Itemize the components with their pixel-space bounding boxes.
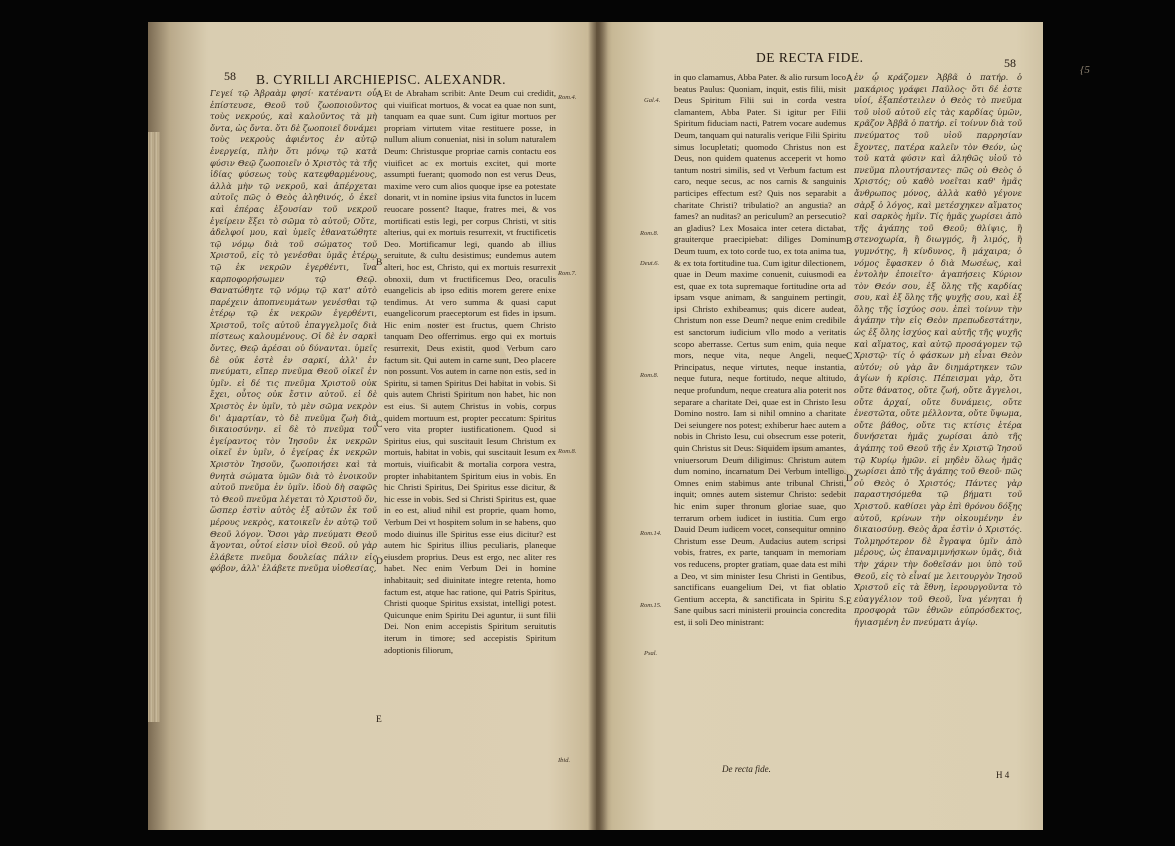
pencil-note: {5	[1080, 64, 1090, 76]
section-letter: C	[376, 420, 383, 430]
section-letter: D	[376, 557, 383, 567]
left-running-head: B. CYRILLI ARCHIEPISC. ALEXANDR.	[256, 72, 507, 87]
catchword: De recta fide.	[722, 764, 771, 774]
signature-mark: H 4	[996, 770, 1010, 780]
margin-note: Rom.7.	[558, 270, 577, 277]
page-edges	[148, 132, 160, 722]
margin-note: Rom.8.	[640, 230, 659, 237]
section-letter: C	[846, 352, 853, 362]
margin-note: Rom.8.	[558, 448, 577, 455]
section-letter: B	[846, 237, 853, 247]
right-page	[596, 22, 1043, 830]
section-letter: D	[846, 474, 853, 484]
right-latin-column: in quo clamamus, Abba Pater. & alio rursum loco beatus Paulus: Quoniam, inquit, estis filii, misit Deus Spiritum Filii sui in corda vestra clamantem, Abba Pater. Si igitur per Filii Spiritum fiduciam nacti, Patrem vocare audemus Deum, tanquam qui naturalis verique Filii Spiritu simus locupletati; quomodo Christus non est Deus, non quidem quatenus acceperit vt homo tantum nostri similis, sed vt Verbum factum est caro, neque secus, ac nos carnis & sanguinis participes effectum est? Quis nos separabit a charitate Christi? tribulatio? an angustia? an fames? an nuditas? an periculum? an persecutio? an gladius? Lex Mosaica inter cetera dictabat, grauiterque praecipiebat: diliges Dominum Deum tuum, ex toto corde tuo, ex tota anima tua, & ex tota fortitudine tua. Cum igitur dilectionem, quae in Deum maxime conuenit, cuiusmodi ea est, quae ex tota supremaque fortitudine orta ad ipsam vsque animam, & sanguinem pertingit, ipsi Christo exhibeamus; quis dicere audeat, Christum non esse Deum? neque enim credibile est sanctorum iudicium vllo modo a veritatis scopo aberrasse. Certus sum enim, quia neque mors, neque vita, neque Angeli, neque Principatus, neque virtutes, neque instantia, neque futura, neque fortitudo, neque altitudo, neque profundum, neque creatura alia poterit nos separare a charitate Dei, quae est in Christo Iesu Domino nostro. Iam si nihil omnino a charitate Dei seiungere nos potest; exhiberur haec autem a nobis in Christo Iesu, cui obsecrum esse poterit, quin Christus sit Deus: Siquidem ipsum amantes, vniuersorum Deum diligimus: Christum autem dum nomino, incarnatum Dei Verbum intelligo. Omnes enim stabimus ante tribunal Christi, inquit; omnes autem sistemur Christo: sedebit hic enim super thronum gloriae suae, quo terrarum orbem iudicet in iustitia. Cum ergo Dauid Deum iudicem vocet, consequitur omnino Christum esse Deum. Audacius autem scripsi vobis, fratres, ex parte, tanquam in memoriam vos reducens, propter gratiam, quae data est mihi a Deo, vt sim minister Iesu Christi in Gentibus, sanctificans euangelium Dei, vt fiat oblatio Gentium accepta, & sanctificata in Spiritu S. Sane quibus sacri ministerii prouincia concredita est, ii soli Deo ministrant:	[674, 72, 846, 627]
margin-note: Rom.14.	[640, 530, 662, 537]
margin-note: Rom.4.	[558, 94, 577, 101]
section-letter: B	[376, 258, 383, 268]
right-page-number: 58	[1004, 56, 1016, 70]
left-page	[148, 22, 600, 830]
margin-note: Rom.8.	[640, 372, 659, 379]
margin-note: Deut.6.	[640, 260, 660, 267]
margin-note: Gal.4.	[644, 97, 661, 104]
right-running-head: DE RECTA FIDE.	[756, 50, 864, 65]
section-letter: A	[376, 90, 383, 100]
open-book	[148, 22, 1043, 830]
margin-note: Rom.15.	[640, 602, 662, 609]
right-greek-column: ἐν ᾧ κράζομεν Ἀββᾶ ὁ πατήρ. ὁ μακάριος γράφει Παῦλος· ὅτι δέ ἐστε υἱοί, ἐξαπέστειλεν ὁ Θεὸς τὸ πνεῦμα τοῦ υἱοῦ αὐτοῦ εἰς τὰς καρδίας ὑμῶν, κρᾶζον Ἀββᾶ ὁ πατήρ. εἰ τοίνυν διὰ τοῦ πνεύματος τοῦ υἱοῦ παρρησίαν ἔχοντες, πατέρα καλεῖν τὸν Θεόν, ὡς τοῦ κατὰ φύσιν καὶ ἀληθῶς υἱοῦ τὸ πνεῦμα πλουτήσαντες· πῶς οὐ Θεὸς ὁ Χριστός; οὐ καθὸ νοεῖται καθ' ἡμᾶς ἄνθρωπος μόνος, ἀλλὰ καθὸ γέγονε σὰρξ ὁ λόγος, καὶ μετέσχηκεν αἵματος καὶ σαρκὸς ἡμῖν. Τίς ἡμᾶς χωρίσει ἀπὸ τῆς ἀγάπης τοῦ Θεοῦ; θλίψις, ἢ στενοχωρία, ἢ διωγμός, ἢ λιμός, ἢ γυμνότης, ἢ κίνδυνος, ἢ μάχαιρα; ὁ νόμος ἔφασκεν ὁ διὰ Μωσέως, καὶ ἐντολὴν ἐποιεῖτο· ἀγαπήσεις Κύριον τὸν Θεόν σου, ἐξ ὅλης τῆς καρδίας σου, καὶ ἐξ ὅλης τῆς ψυχῆς σου, καὶ ἐξ ὅλης τῆς ἰσχύος σου. ἐπεὶ τοίνυν τὴν ἀγάπην τὴν εἰς Θεὸν πρεπωδεστάτην, ὡς ἐξ ὅλης ἰσχύος καὶ αὐτῆς τῆς ψυχῆς καὶ αἵματος, καὶ αὐτῷ προσάγομεν τῷ Χριστῷ· τίς ὁ φάσκων μὴ εἶναι Θεὸν αὐτόν; οὐ γὰρ ἂν διημάρτηκεν τῶν ἁγίων ἡ κρίσις. Πέπεισμαι γὰρ, ὅτι οὔτε θάνατος, οὔτε ζωή, οὔτε ἄγγελοι, οὔτε ἀρχαί, οὔτε δυνάμεις, οὔτε ἐνεστῶτα, οὔτε μέλλοντα, οὔτε ὕψωμα, οὔτε βάθος, οὔτε τις κτίσις ἑτέρα δυνήσεται ἡμᾶς χωρίσαι ἀπὸ τῆς ἀγάπης τοῦ Θεοῦ τῆς ἐν Χριστῷ Ἰησοῦ τῷ Κυρίῳ ἡμῶν. εἰ μηδὲν ὅλως ἡμᾶς χωρίσει ἀπὸ τῆς ἀγάπης τοῦ Θεοῦ· πῶς οὐ Θεὸς ὁ Χριστός; Πάντες γὰρ παραστησόμεθα τῷ βήματι τοῦ Χριστοῦ. καθίσει γὰρ ἐπὶ θρόνου δόξης αὐτοῦ, κρίνων τὴν οἰκουμένην ἐν δικαιοσύνῃ. Θεὸς ἄρα ἐστὶν ὁ Χριστός. Τολμηρότερον δὲ ἔγραψα ὑμῖν ἀπὸ μέρους, ὡς ἐπαναμιμνήσκων ὑμᾶς, διὰ τὴν χάριν τὴν δοθεῖσάν μοι ὑπὸ τοῦ Θεοῦ, εἰς τὸ εἶναί με λειτουργὸν Ἰησοῦ Χριστοῦ εἰς τὰ ἔθνη, ἱερουργοῦντα τὸ εὐαγγέλιον τοῦ Θεοῦ, ἵνα γένηται ἡ προσφορὰ τῶν ἐθνῶν εὐπρόσδεκτος, ἡγιασμένη ἐν πνεύματι ἁγίῳ.	[854, 72, 1022, 627]
section-letter: E	[846, 597, 852, 607]
section-letter: A	[846, 74, 853, 84]
left-greek-column: Γεγεί τῷ Ἀβραὰμ φησί· κατέναντι οὗ ἐπίστευσε, Θεοῦ τοῦ ζωοποιοῦντος τοὺς νεκρούς, καὶ καλοῦντος τὰ μὴ ὄντα, ὡς ὄντα. ὅτι δὲ ζωοποιεῖ δυνάμει τοὺς νεκροὺς ἀφιέντος ἐν αὐτῷ ἐνεργείᾳ, πλὴν ὅτι μόνῳ τῷ κατὰ φύσιν Θεῷ ζωοποιεῖν ὁ Χριστὸς τὰ τῆς ἰδίας φύσεως τοὺς κατεφθαρμένους, ἀλλὰ μὴν τῷ νεκροῦ, καὶ ἀπέρχεται αὐτοῖς πῶς ὁ Θεὸς ἀληθινός, ὁ ἐκεῖ καὶ ἐπέρας ἐξουσίαν τοῦ νεκροῦ ἐγείρειν ἕξει τὸ σῶμα τὸ αὐτοῦ; Οὕτε, ἀδελφοί μου, καὶ ὑμεῖς ἐθανατώθητε τῷ νόμῳ διὰ τοῦ σώματος τοῦ Χριστοῦ, εἰς τὸ γενέσθαι ὑμᾶς ἑτέρῳ τῷ ἐκ νεκρῶν ἐγερθέντι, ἵνα καρποφορήσωμεν τῷ Θεῷ. Θανατώθητε τῷ νόμῳ τῷ κατ' αὐτὸ παρέχειν ἀποπνευμάτων γενέσθαι τῷ ἑτέρῳ τῷ ἐκ νεκρῶν ἐγερθέντι, Χριστοῦ, τοῖς αὐτοῦ ἐπαγγελμοῖς διὰ πίστεως καλουμένους. Οἱ δὲ ἐν σαρκὶ ὄντες, Θεῷ ἀρέσαι οὐ δύνανται. ὑμεῖς δὲ οὐκ ἐστὲ ἐν σαρκί, ἀλλ' ἐν πνεύματι, εἴπερ πνεῦμα Θεοῦ οἰκεῖ ἐν ὑμῖν. εἰ δέ τις πνεῦμα Χριστοῦ οὐκ ἔχει, οὗτος οὐκ ἔστιν αὐτοῦ. εἰ δὲ Χριστὸς ἐν ὑμῖν, τὸ μὲν σῶμα νεκρὸν δι' ἁμαρτίαν, τὸ δὲ πνεῦμα ζωὴ διὰ δικαιοσύνην. εἰ δὲ τὸ πνεῦμα τοῦ ἐγείραντος τὸν Ἰησοῦν ἐκ νεκρῶν οἰκεῖ ἐν ὑμῖν, ὁ ἐγείρας ἐκ νεκρῶν Χριστὸν Ἰησοῦν, ζωοποιήσει καὶ τὰ θνητὰ σώματα ὑμῶν διὰ τὸ ἐνοικοῦν αὐτοῦ πνεῦμα ἐν ὑμῖν. ἰδοὺ δὴ σαφῶς τὸ Θεοῦ πνεῦμα λέγεται τὸ Χριστοῦ ὄν, ὥσπερ ἐστὶν αὐτὸς ἐξ αὐτῶν ἐκ τοῦ μέρους νεκρὸς, κατοικεῖν ἐν αὐτῷ τοῦ Θεοῦ λόγον. Ὅσοι γὰρ πνεύματι Θεοῦ ἄγονται, οὗτοί εἰσιν υἱοὶ Θεοῦ. οὐ γὰρ ἐλάβετε πνεῦμα δουλείας πάλιν εἰς φόβον, ἀλλ' ἐλάβετε πνεῦμα υἱοθεσίας,	[210, 88, 377, 574]
left-latin-column: Et de Abraham scribit: Ante Deum cui credidit, qui viuificat mortuos, & vocat ea quae non sunt, tanquam ea quae sunt. Cum igitur mortuos per propriam virtutem vitae restituere posse, in nullum alium conueniat, nisi in solum naturalem Deum: Christusque propriae carnis contactu eos viuificet ac ex mortuis excitet, qui morte assumpti fuerant; quomodo non est verus Deus, maxime vero cum alios quoque ipse ea potestate donarit, vt in nomine ipsius vita functos in lucem reuocare possent? Itaque, fratres mei, & vos mortificati estis legi, per corpus Christi, vt sitis alterius, qui ex mortuis resurrexit, vt fructificetis Deo. Mortificamur legi, quando ab illius seruitute, & cultu desistimus; eundemus autem alteri, hoc est, Christo, qui ex mortuis resurrexit obnoxii, dum vt fructificemus Deo, oraculis euangelicis ab ipso editis morem gerere enixe tendimus. At vero summa & quasi caput euangelicorum praeceptorum est fides in ipsum. Hic enim noster est fructus, quem Christo tanquam Deo offerrimus. ergo qui ex mortuis resurrexit, Deus existit, quod Verbum caro factum sit. Qui autem in carne sunt, Deo placere non possunt. Vos autem in carne non estis, sed in Spiritu, si tamen Spiritus Dei habitat in vobis. Si quis autem Christi Spiritum non habet, hic non est eius. Si autem Christus in vobis, corpus quidem mortuum est, propter peccatum: Spiritus vero vita propter iustificationem. Quod si Spiritus eius, qui suscitauit Iesum Christum ex mortuis, habitat in vobis, qui suscitauit Iesum ex mortuis, viuificabit & mortalia corpora vestra, propter inhabitantem Spiritum eius in vobis. En hic Christi Spiritus, Dei Spiritus esse dicitur, & hic esse in vobis. Sed si Christi Spiritus est, quae in eo est, aliud nihil est proprie, quam homo, Verbum Dei vt hospitem solum in se habens, quo modo diuinus ille Spiritus esse eius dicitur? est autem hic Spiritus illius peculiaris, planeque eiusdem proprius. Deus est ergo, nec aliter res habet. Nec enim Verbum Dei in homine inhabitauit; sed diuinitate integre retenta, homo factum est, atque hac ratione, qui Patris Spiritus, Christi quoque Spiritus exsistat, intelligi potest. Quicunque enim Spiritu Dei aguntur, ii sunt filii Dei. Non enim accepistis Spiritum seruitutis iterum in timore; sed accepistis Spiritum adoptionis filiorum,	[384, 88, 556, 655]
margin-note: Ibid.	[558, 757, 571, 764]
book-gutter	[588, 22, 608, 830]
left-page-number: 58	[224, 69, 236, 83]
section-letter: E	[376, 715, 382, 725]
margin-note: Psal.	[644, 650, 658, 657]
